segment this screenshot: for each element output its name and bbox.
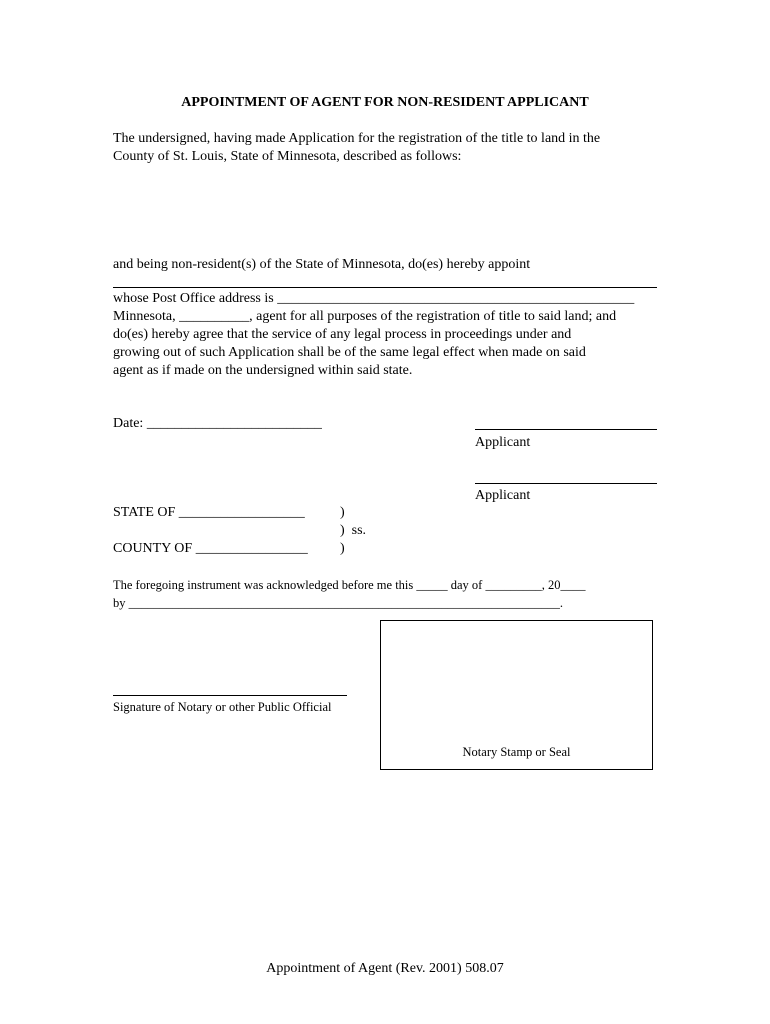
county-of-field: COUNTY OF ________________ [113, 541, 308, 556]
acknowledgment-line-2: by _____________________________________________________________________. [113, 596, 563, 610]
notary-stamp-label: Notary Stamp or Seal [462, 745, 571, 759]
applicant-signature-line-1[interactable] [475, 429, 657, 430]
body-line-1: Minnesota, __________, agent for all purposes of the registration of title to said land; and [113, 309, 617, 324]
venue-paren-1: ) [340, 505, 345, 520]
notary-signature-line[interactable] [113, 695, 347, 696]
intro-line-1: The undersigned, having made Application for the registration of the title to land in the [113, 131, 601, 146]
agent-name-blank[interactable] [113, 287, 657, 288]
applicant-signature-line-2[interactable] [475, 483, 657, 484]
body-line-2: do(es) hereby agree that the service of any legal process in proceedings under and [113, 327, 572, 342]
date-field: Date: _________________________ [113, 416, 322, 431]
venue-ss: ) ss. [340, 523, 367, 538]
applicant-label-2: Applicant [475, 488, 531, 503]
venue-paren-2: ) [340, 541, 345, 556]
state-of-field: STATE OF __________________ [113, 505, 305, 520]
notary-stamp-box [380, 620, 653, 770]
body-line-4: agent as if made on the undersigned within said state. [113, 363, 413, 378]
applicant-label-1: Applicant [475, 435, 531, 450]
body-line-3: growing out of such Application shall be of the same legal effect when made on said [113, 345, 586, 360]
appoint-line: and being non-resident(s) of the State of Minnesota, do(es) hereby appoint [113, 257, 531, 272]
acknowledgment-line-1: The foregoing instrument was acknowledged before me this _____ day of _________, 20____ [113, 578, 586, 592]
document-title: APPOINTMENT OF AGENT FOR NON-RESIDENT APPLICANT [181, 95, 589, 110]
footer-form-number: Appointment of Agent (Rev. 2001) 508.07 [266, 961, 504, 976]
intro-line-2: County of St. Louis, State of Minnesota, described as follows: [113, 149, 462, 164]
notary-signature-label: Signature of Notary or other Public Official [113, 700, 332, 714]
po-address-line: whose Post Office address is ___________________________________________________ [113, 291, 635, 306]
